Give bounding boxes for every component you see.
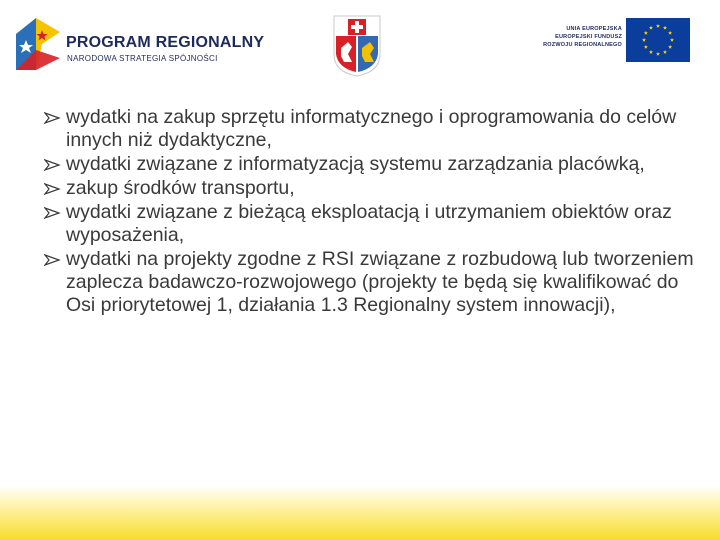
list-item: [44, 177, 704, 200]
slide-content: [44, 106, 704, 318]
header-logos: [0, 0, 720, 90]
eu-line-3: ROZWOJU REGIONALNEGO: [543, 42, 622, 48]
hollow-arrow-bullet-icon: [44, 159, 64, 171]
hollow-arrow-bullet-icon: [44, 183, 64, 195]
eu-flag-icon: [626, 18, 690, 62]
bottom-yellow-band: [0, 486, 720, 540]
hollow-arrow-bullet-icon: [44, 254, 64, 266]
list-item-text: wydatki na projekty zgodne z RSI związane z rozbudową lub tworzeniem zaplecza badawczo-rozwojowego (projekty te będą się kwalifikować do Osi priorytetowej 1, działania 1.3 Regionalny system innowacji),: [66, 248, 694, 316]
eu-line-2: EUROPEJSKI FUNDUSZ: [555, 34, 622, 40]
hollow-arrow-bullet-icon: [44, 112, 64, 124]
program-regionalny-logo: [12, 14, 265, 74]
list-item: [44, 248, 704, 317]
list-item: [44, 153, 704, 176]
hollow-arrow-bullet-icon: [44, 207, 64, 219]
list-item: [44, 106, 704, 152]
expense-list: [44, 106, 704, 317]
list-item-text: wydatki na zakup sprzętu informatycznego i oprogramowania do celów innych niż dydaktyczne,: [66, 106, 677, 151]
program-title: PROGRAM REGIONALNY: [66, 34, 265, 51]
eu-line-1: UNIA EUROPEJSKA: [566, 26, 622, 32]
program-regionalny-star-mark-icon: [12, 14, 64, 74]
eu-label: [522, 25, 622, 49]
program-subtitle: NARODOWA STRATEGIA SPÓJNOŚCI: [67, 54, 218, 63]
list-item-text: zakup środków transportu,: [66, 177, 295, 199]
list-item: [44, 201, 704, 247]
podkarpackie-coat-of-arms-icon: [332, 14, 382, 78]
list-item-text: wydatki związane z informatyzacją systemu zarządzania placówką,: [66, 153, 645, 175]
list-item-text: wydatki związane z bieżącą eksploatacją i utrzymaniem obiektów oraz wyposażenia,: [66, 201, 672, 246]
